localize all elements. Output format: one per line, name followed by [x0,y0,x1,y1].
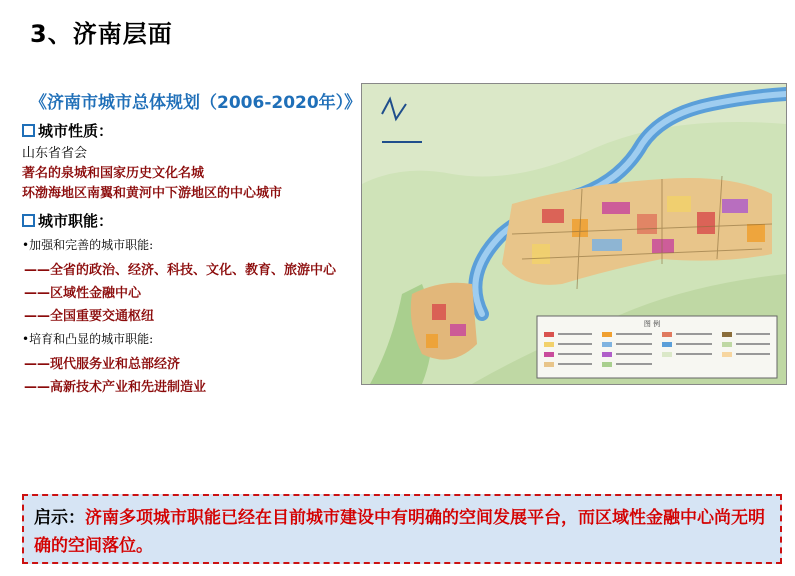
plan-title: 《济南市城市总体规划（2006-2020年）》 [30,93,362,113]
nature-line: 著名的泉城和国家历史文化名城 [22,166,205,181]
functions-heading [22,210,113,231]
nature-heading [22,120,113,141]
nature-heading-text: 城市性质： [38,122,114,140]
function-item: ——全省的政治、经济、科技、文化、教育、旅游中心 [24,263,337,278]
square-bullet-icon [22,124,35,137]
function-item: ——区域性金融中心 [24,286,142,301]
master-plan-map [361,83,787,385]
insight-callout [22,494,782,564]
map-image [362,84,786,384]
function-item: ——现代服务业和总部经济 [24,357,181,372]
function-item: ——全国重要交通枢纽 [24,309,155,324]
insight-text: 济南多项城市职能已经在目前城市建设中有明确的空间发展平台，而区域性金融中心尚无明确的空间落位。 [34,508,765,556]
square-bullet-icon [22,214,35,227]
insight-label: 启示： [34,508,85,528]
nature-line: 山东省省会 [22,146,88,161]
nature-line: 环渤海地区南翼和黄河中下游地区的中心城市 [22,186,283,201]
slide-title: 3、济南层面 [30,20,173,48]
functions-heading-text: 城市职能： [38,212,114,230]
svg-text:图 例: 图 例 [643,320,661,328]
function-item: ——高新技术产业和先进制造业 [24,380,207,395]
function-group-label: •加强和完善的城市职能: [22,238,154,252]
function-group-label: •培育和凸显的城市职能: [22,332,154,346]
